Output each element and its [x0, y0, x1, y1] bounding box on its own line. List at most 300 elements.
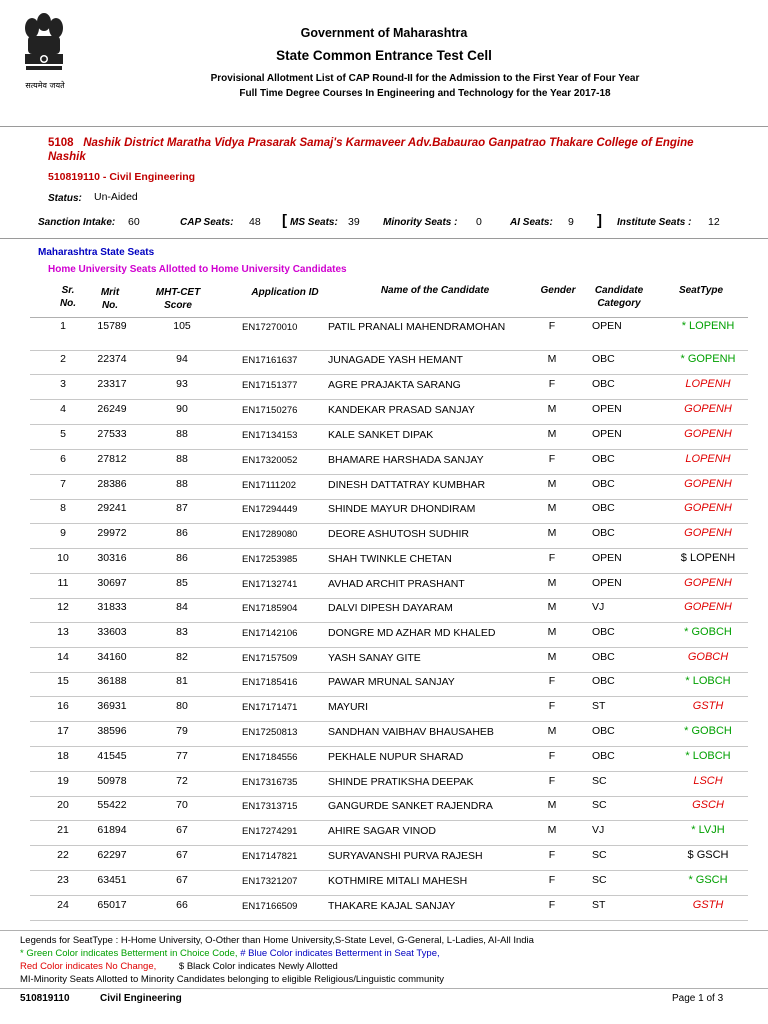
score-cell: 72 [176, 775, 188, 787]
merit-no-cell: 30697 [97, 577, 127, 589]
col-score-line1: MHT-CET [155, 287, 201, 298]
row-divider [30, 820, 748, 821]
row-divider [30, 870, 748, 871]
college-name [48, 137, 694, 149]
category-cell: OPEN [592, 428, 622, 440]
application-id-cell: EN17274291 [242, 826, 298, 837]
merit-no-cell: 62297 [97, 849, 127, 861]
merit-no-cell: 63451 [97, 874, 127, 886]
score-cell: 82 [176, 651, 188, 663]
application-id-cell: EN17313715 [242, 801, 298, 812]
score-cell: 85 [176, 577, 188, 589]
category-cell: OBC [592, 725, 615, 737]
row-divider [30, 647, 748, 648]
table-row [0, 403, 768, 428]
merit-no-cell: 50978 [97, 775, 127, 787]
row-divider [30, 548, 748, 549]
row-divider [30, 573, 748, 574]
table-row [0, 626, 768, 651]
candidate-name-cell: SANDHAN VAIBHAV BHAUSAHEB [328, 726, 494, 738]
merit-no-cell: 33603 [97, 626, 127, 638]
section-title: Maharashtra State Seats [38, 247, 155, 258]
candidate-name-cell: DEORE ASHUTOSH SUDHIR [328, 528, 469, 540]
seat-type-cell: GSTH [692, 700, 724, 712]
table-bottom-divider [0, 930, 768, 931]
merit-no-cell: 28386 [97, 478, 127, 490]
candidate-name-cell: DALVI DIPESH DAYARAM [328, 602, 453, 614]
status-value: Un-Aided [94, 191, 138, 203]
seat-type-cell: * GOBCH [684, 626, 732, 638]
table-row [0, 725, 768, 750]
score-cell: 67 [176, 824, 188, 836]
col-gender: Gender [540, 285, 576, 296]
candidate-name-cell: AGRE PRAJAKTA SARANG [328, 379, 461, 391]
legend-line3 [20, 961, 338, 972]
merit-no-cell: 22374 [97, 353, 127, 365]
row-divider [30, 523, 748, 524]
table-row [0, 502, 768, 527]
seat-type-cell: GOPENH [684, 527, 732, 539]
legend-red: Red Color indicates No Change, [20, 961, 157, 972]
seat-type-cell: $ LOPENH [680, 552, 736, 564]
gender-cell: M [547, 577, 557, 589]
seat-type-cell: GOPENH [684, 577, 732, 589]
category-cell: OBC [592, 502, 615, 514]
score-cell: 77 [176, 750, 188, 762]
candidate-name-cell: SURYAVANSHI PURVA RAJESH [328, 850, 483, 862]
row-divider [30, 721, 748, 722]
category-cell: OPEN [592, 552, 622, 564]
category-cell: OBC [592, 378, 615, 390]
table-row [0, 700, 768, 725]
sr-no-cell: 23 [57, 874, 69, 886]
score-cell: 86 [176, 552, 188, 564]
application-id-cell: EN17132741 [242, 579, 298, 590]
seat-type-cell: LSCH [693, 775, 723, 787]
merit-no-cell: 41545 [97, 750, 127, 762]
application-id-cell: EN17321207 [242, 876, 298, 887]
category-cell: OBC [592, 750, 615, 762]
row-divider [30, 499, 748, 500]
category-cell: OBC [592, 353, 615, 365]
col-category [584, 284, 654, 310]
score-cell: 90 [176, 403, 188, 415]
gender-cell: F [548, 899, 556, 911]
candidate-name-cell: BHAMARE HARSHADA SANJAY [328, 454, 484, 466]
seat-type-cell: GOPENH [684, 428, 732, 440]
seat-type-cell: * GOPENH [680, 353, 736, 365]
sr-no-cell: 1 [60, 320, 66, 332]
score-cell: 79 [176, 725, 188, 737]
ai-seats-value: 9 [568, 216, 574, 228]
row-divider [30, 399, 748, 400]
application-id-cell: EN17111202 [242, 480, 297, 491]
gender-cell: M [547, 626, 557, 638]
merit-no-cell: 23317 [97, 378, 127, 390]
minority-seats-value: 0 [476, 216, 482, 228]
application-id-cell: EN17147821 [242, 851, 298, 862]
gender-cell: F [548, 750, 556, 762]
category-cell: SC [592, 775, 607, 787]
col-category-line1: Candidate [594, 285, 644, 296]
sr-no-cell: 22 [57, 849, 69, 861]
score-cell: 88 [176, 453, 188, 465]
gender-cell: F [548, 675, 556, 687]
score-cell: 70 [176, 799, 188, 811]
cell-title: State Common Entrance Test Cell [276, 48, 492, 63]
seat-type-cell: * GSCH [688, 874, 728, 886]
sr-no-cell: 10 [57, 552, 69, 564]
sr-no-cell: 11 [57, 577, 69, 589]
row-divider [30, 771, 748, 772]
col-score [145, 286, 211, 312]
category-cell: SC [592, 874, 607, 886]
table-row [0, 428, 768, 453]
table-row [0, 478, 768, 503]
merit-no-cell: 15789 [97, 320, 127, 332]
sr-no-cell: 7 [60, 478, 66, 490]
merit-no-cell: 30316 [97, 552, 127, 564]
candidate-name-cell: AVHAD ARCHIT PRASHANT [328, 578, 465, 590]
candidate-name-cell: DONGRE MD AZHAR MD KHALED [328, 627, 496, 639]
sr-no-cell: 15 [57, 675, 69, 687]
score-cell: 93 [176, 378, 188, 390]
sr-no-cell: 8 [60, 502, 66, 514]
minority-seats-label: Minority Seats : [383, 217, 458, 228]
candidate-name-cell: KOTHMIRE MITALI MAHESH [328, 875, 468, 887]
table-row [0, 453, 768, 478]
category-cell: VJ [592, 824, 605, 836]
ms-seats-value: 39 [348, 216, 360, 228]
merit-no-cell: 31833 [97, 601, 127, 613]
footer-page-number: Page 1 of 3 [672, 993, 724, 1004]
open-bracket: [ [282, 212, 287, 229]
sr-no-cell: 12 [57, 601, 69, 613]
merit-no-cell: 26249 [97, 403, 127, 415]
table-row [0, 320, 768, 345]
table-row [0, 527, 768, 552]
application-id-cell: EN17150276 [242, 405, 298, 416]
col-category-line2: Category [597, 298, 641, 309]
gender-cell: M [547, 725, 557, 737]
category-cell: OPEN [592, 320, 622, 332]
subtitle-line1: Provisional Allotment List of CAP Round-II for the Admission to the First Year of Four Year [210, 73, 640, 84]
branch [48, 171, 195, 183]
table-row [0, 675, 768, 700]
merit-no-cell: 38596 [97, 725, 127, 737]
application-id-cell: EN17151377 [242, 380, 298, 391]
col-sr-no-line2: No. [59, 298, 77, 309]
candidate-name-cell: SHINDE MAYUR DHONDIRAM [328, 503, 476, 515]
score-cell: 87 [176, 502, 188, 514]
sr-no-cell: 4 [60, 403, 66, 415]
score-cell: 88 [176, 478, 188, 490]
gender-cell: M [547, 651, 557, 663]
sr-no-cell: 21 [57, 824, 69, 836]
sr-no-cell: 13 [57, 626, 69, 638]
row-divider [30, 920, 748, 921]
col-sr-no-line1: Sr. [61, 285, 75, 296]
table-row [0, 750, 768, 775]
score-cell: 67 [176, 874, 188, 886]
gender-cell: F [548, 775, 556, 787]
legend-line4: MI-Minority Seats Allotted to Minority Candidates belonging to eligible Religious/Linguistic community [20, 974, 445, 985]
merit-no-cell: 36931 [97, 700, 127, 712]
score-cell: 94 [176, 353, 188, 365]
seat-type-cell: $ GSCH [687, 849, 729, 861]
table-row [0, 824, 768, 849]
legend-black: $ Black Color indicates Newly Allotted [178, 961, 338, 972]
col-candidate-name: Name of the Candidate [380, 285, 490, 296]
application-id-cell: EN17320052 [242, 455, 298, 466]
candidate-name-cell: SHINDE PRATIKSHA DEEPAK [328, 776, 474, 788]
score-cell: 80 [176, 700, 188, 712]
category-cell: OBC [592, 453, 615, 465]
table-row [0, 874, 768, 899]
merit-no-cell: 27812 [97, 453, 127, 465]
score-cell: 84 [176, 601, 188, 613]
seat-type-cell: GSTH [692, 899, 724, 911]
sr-no-cell: 5 [60, 428, 66, 440]
application-id-cell: EN17185416 [242, 677, 298, 688]
footer-divider [0, 988, 768, 989]
ms-seats-label: MS Seats: [290, 217, 338, 228]
application-id-cell: EN17171471 [242, 702, 298, 713]
gender-cell: M [547, 502, 557, 514]
footer-branch-code: 510819110 [20, 993, 70, 1004]
table-row [0, 552, 768, 577]
row-divider [30, 374, 748, 375]
application-id-cell: EN17316735 [242, 777, 298, 788]
branch-name: Civil Engineering [109, 171, 196, 183]
table-row [0, 651, 768, 676]
seat-type-cell: LOPENH [685, 453, 731, 465]
col-score-line2: Score [164, 300, 192, 311]
row-divider [30, 672, 748, 673]
row-divider [30, 598, 748, 599]
seat-type-cell: * LOPENH [681, 320, 735, 332]
category-cell: OBC [592, 527, 615, 539]
table-row [0, 775, 768, 800]
category-cell: OBC [592, 675, 615, 687]
category-cell: OPEN [592, 403, 622, 415]
table-header-divider [30, 317, 748, 318]
gender-cell: M [547, 353, 557, 365]
ai-seats-label: AI Seats: [510, 217, 553, 228]
seat-type-cell: * GOBCH [684, 725, 732, 737]
category-cell: OBC [592, 651, 615, 663]
row-divider [30, 895, 748, 896]
col-application-id: Application ID [251, 287, 319, 298]
candidate-name-cell: MAYURI [328, 701, 369, 713]
application-id-cell: EN17161637 [242, 355, 298, 366]
government-title: Government of Maharashtra [300, 26, 468, 40]
candidate-name-cell: YASH SANAY GITE [328, 652, 421, 664]
college-code: 5108 [48, 137, 74, 149]
category-cell: OPEN [592, 577, 622, 589]
seat-type-cell: GOPENH [684, 403, 732, 415]
merit-no-cell: 36188 [97, 675, 127, 687]
gender-cell: F [548, 378, 556, 390]
row-divider [30, 746, 748, 747]
table-row [0, 601, 768, 626]
institute-seats-value: 12 [708, 216, 720, 228]
application-id-cell: EN17184556 [242, 752, 298, 763]
table-row [0, 378, 768, 403]
seat-type-cell: * LOBCH [685, 675, 731, 687]
subtitle-line2: Full Time Degree Courses In Engineering and Technology for the Year 2017-18 [239, 88, 611, 99]
gender-cell: F [548, 849, 556, 861]
row-divider [30, 696, 748, 697]
row-divider [30, 424, 748, 425]
close-bracket: ] [597, 212, 602, 229]
application-id-cell: EN17253985 [242, 554, 298, 565]
seat-type-cell: GOBCH [687, 651, 729, 663]
merit-no-cell: 34160 [97, 651, 127, 663]
gender-cell: M [547, 478, 557, 490]
table-row [0, 799, 768, 824]
score-cell: 88 [176, 428, 188, 440]
gender-cell: M [547, 428, 557, 440]
application-id-cell: EN17142106 [242, 628, 298, 639]
score-cell: 67 [176, 849, 188, 861]
gender-cell: M [547, 403, 557, 415]
seats-divider [0, 238, 768, 239]
score-cell: 86 [176, 527, 188, 539]
status-label: Status: [48, 193, 82, 204]
gender-cell: F [548, 453, 556, 465]
gender-cell: F [548, 320, 556, 332]
gender-cell: F [548, 700, 556, 712]
application-id-cell: EN17166509 [242, 901, 298, 912]
col-merit-no [90, 286, 130, 312]
sr-no-cell: 20 [57, 799, 69, 811]
merit-no-cell: 29972 [97, 527, 127, 539]
application-id-cell: EN17185904 [242, 603, 298, 614]
sr-no-cell: 3 [60, 378, 66, 390]
legend-green: * Green Color indicates Betterment in Choice Code, [20, 948, 238, 959]
application-id-cell: EN17250813 [242, 727, 298, 738]
category-cell: OBC [592, 478, 615, 490]
gender-cell: M [547, 527, 557, 539]
application-id-cell: EN17157509 [242, 653, 298, 664]
sr-no-cell: 16 [57, 700, 69, 712]
category-cell: SC [592, 849, 607, 861]
gender-cell: F [548, 552, 556, 564]
score-cell: 66 [176, 899, 188, 911]
gender-cell: F [548, 874, 556, 886]
candidate-name-cell: DINESH DATTATRAY KUMBHAR [328, 479, 486, 491]
seat-type-cell: * LOBCH [685, 750, 731, 762]
gender-cell: M [547, 601, 557, 613]
candidate-name-cell: AHIRE SAGAR VINOD [328, 825, 436, 837]
header-divider [0, 126, 768, 127]
legend-line2 [20, 948, 440, 959]
candidate-name-cell: GANGURDE SANKET RAJENDRA [328, 800, 493, 812]
application-id-cell: EN17270010 [242, 322, 298, 333]
table-row [0, 899, 768, 924]
gender-cell: M [547, 799, 557, 811]
seat-type-cell: GOPENH [684, 601, 732, 613]
col-merit-no-line2: No. [101, 300, 119, 311]
sanction-intake-label: Sanction Intake: [38, 217, 116, 228]
candidate-name-cell: JUNAGADE YASH HEMANT [328, 354, 463, 366]
seat-type-cell: GSCH [692, 799, 724, 811]
sr-no-cell: 17 [57, 725, 69, 737]
branch-separator: - [99, 171, 110, 183]
score-cell: 83 [176, 626, 188, 638]
emblem-caption: सत्यमेव जयते [25, 81, 65, 90]
seat-type-cell: LOPENH [685, 378, 731, 390]
footer-branch-name: Civil Engineering [100, 993, 182, 1004]
candidate-name-cell: THAKARE KAJAL SANJAY [328, 900, 456, 912]
candidate-name-cell: PEKHALE NUPUR SHARAD [328, 751, 464, 763]
sr-no-cell: 9 [60, 527, 66, 539]
merit-no-cell: 29241 [97, 502, 127, 514]
category-cell: ST [592, 899, 606, 911]
institute-seats-label: Institute Seats : [617, 217, 692, 228]
sr-no-cell: 24 [57, 899, 69, 911]
seat-type-cell: GOPENH [684, 502, 732, 514]
row-divider [30, 796, 748, 797]
candidate-name-cell: KANDEKAR PRASAD SANJAY [328, 404, 475, 416]
row-divider [30, 845, 748, 846]
seat-type-cell: GOPENH [684, 478, 732, 490]
gender-cell: M [547, 824, 557, 836]
category-cell: ST [592, 700, 606, 712]
cap-seats-value: 48 [249, 216, 261, 228]
section-subtitle: Home University Seats Allotted to Home University Candidates [48, 264, 347, 275]
seat-type-cell: * LVJH [691, 824, 725, 836]
row-divider [30, 474, 748, 475]
sr-no-cell: 6 [60, 453, 66, 465]
table-row [0, 849, 768, 874]
merit-no-cell: 61894 [97, 824, 127, 836]
sanction-intake-value: 60 [128, 216, 140, 228]
row-divider [30, 449, 748, 450]
application-id-cell: EN17294449 [242, 504, 298, 515]
merit-no-cell: 55422 [97, 799, 127, 811]
row-divider [30, 622, 748, 623]
college-name-line2: Nashik [48, 151, 86, 163]
table-row [0, 577, 768, 602]
merit-no-cell: 65017 [97, 899, 127, 911]
merit-no-cell: 27533 [97, 428, 127, 440]
application-id-cell: EN17289080 [242, 529, 298, 540]
candidate-name-cell: KALE SANKET DIPAK [328, 429, 434, 441]
college-name-line1: Nashik District Maratha Vidya Prasarak Samaj's Karmaveer Adv.Babaurao Ganpatrao Thakare College of Engine [83, 137, 694, 149]
legend-blue: # Blue Color indicates Betterment in Seat Type, [240, 948, 440, 959]
sr-no-cell: 2 [60, 353, 66, 365]
cap-seats-label: CAP Seats: [180, 217, 234, 228]
legend-line1: Legends for SeatType : H-Home University, O-Other than Home University,S-State Level, G-General, L-Ladies, AI-All India [20, 935, 534, 946]
table-row [0, 353, 768, 378]
col-sr-no [48, 284, 88, 310]
candidate-name-cell: PAWAR MRUNAL SANJAY [328, 676, 455, 688]
row-divider [30, 350, 748, 351]
application-id-cell: EN17134153 [242, 430, 298, 441]
category-cell: VJ [592, 601, 605, 613]
sr-no-cell: 14 [57, 651, 69, 663]
candidate-name-cell: SHAH TWINKLE CHETAN [328, 553, 452, 565]
candidate-name-cell: PATIL PRANALI MAHENDRAMOHAN [328, 321, 506, 333]
branch-code: 510819110 [48, 171, 100, 183]
score-cell: 81 [176, 675, 188, 687]
col-merit-no-line1: Mrit [100, 287, 120, 298]
score-cell: 105 [173, 320, 191, 332]
col-seat-type: SeatType [678, 285, 724, 296]
sr-no-cell: 19 [57, 775, 69, 787]
